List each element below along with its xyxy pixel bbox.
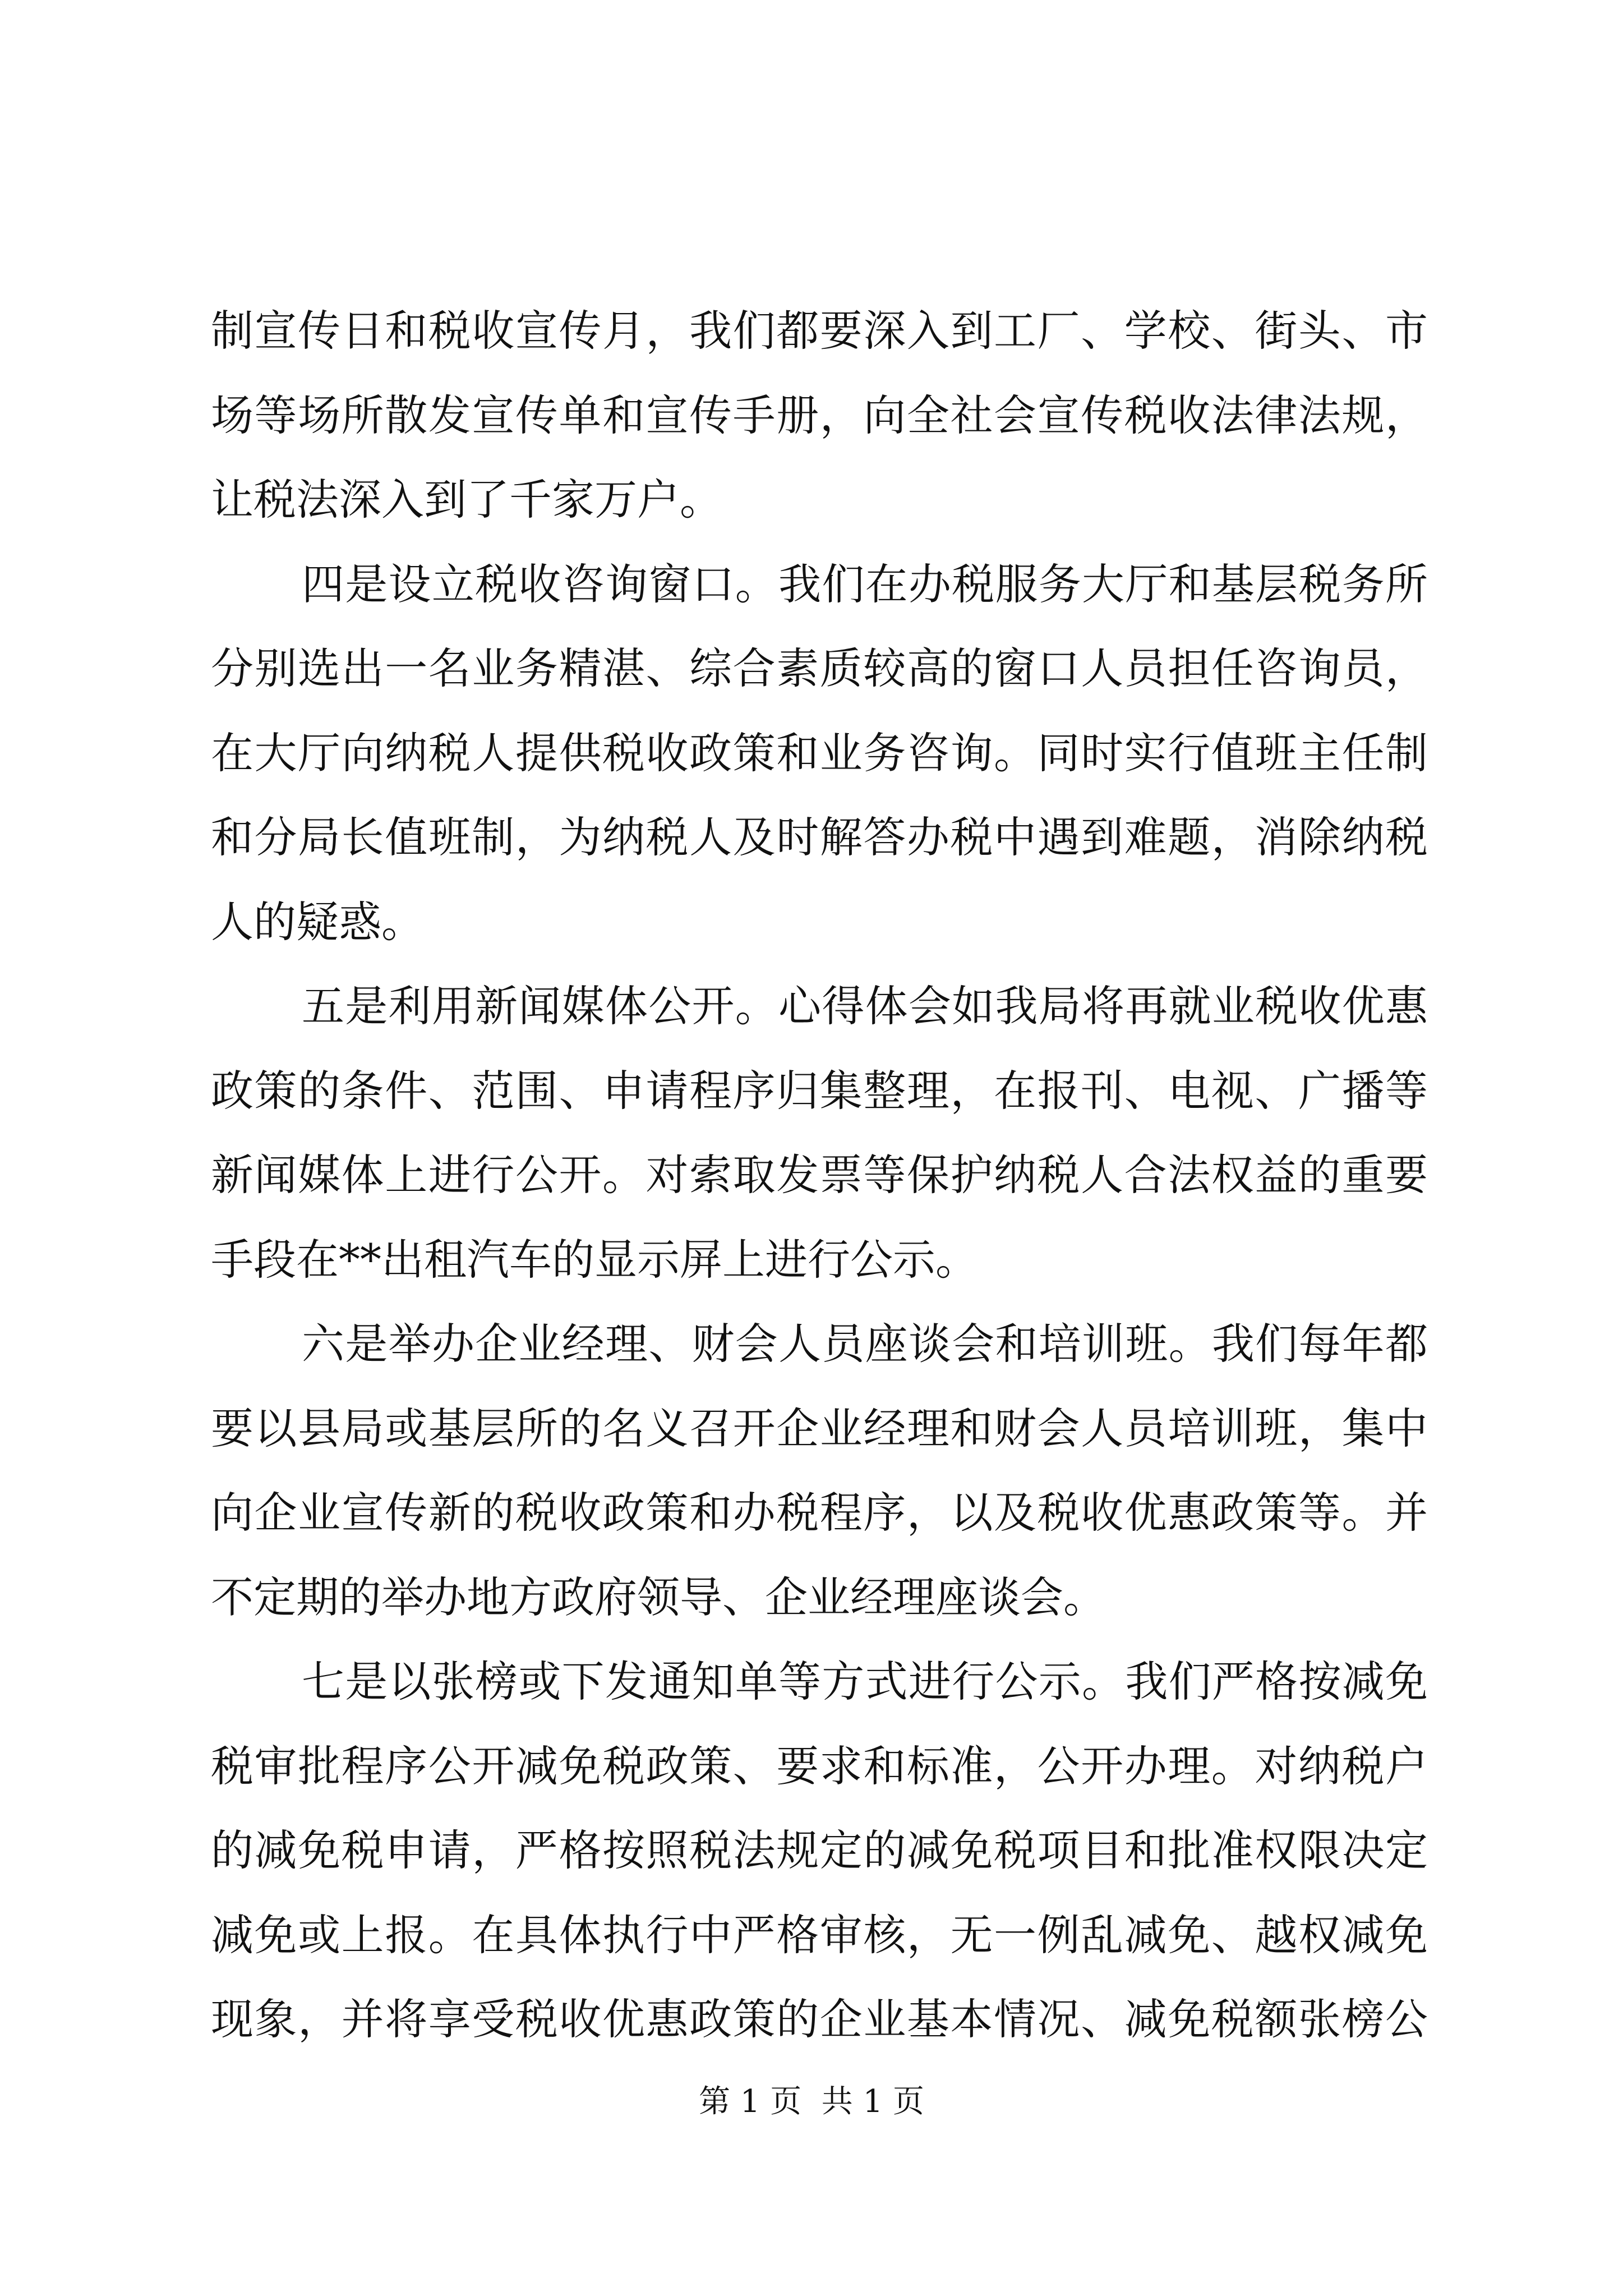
paragraph-2 xyxy=(211,542,1428,965)
text-line: 在大厅向纳税人提供税收政策和业务咨询。同时实行值班主任制 xyxy=(211,728,1428,778)
text-line: 场等场所散发宣传单和宣传手册，向全社会宣传税收法律法规， xyxy=(211,390,1428,440)
text-line: 人的疑惑。 xyxy=(211,896,424,947)
text-line: 让税法深入到了千家万户。 xyxy=(211,475,722,524)
document-body xyxy=(211,289,1428,2062)
text-line: 手段在**出租汽车的显示屏上进行公示。 xyxy=(211,1234,978,1285)
text-line: 税审批程序公开减免税政策、要求和标准，公开办理。对纳税户 xyxy=(211,1741,1428,1791)
text-line: 减免或上报。在具体执行中严格审核，无一例乱减免、越权减免 xyxy=(211,1910,1428,1960)
paragraph-1 xyxy=(211,289,1428,542)
text-line: 的减免税申请，严格按照税法规定的减免税项目和批准权限决定 xyxy=(211,1825,1428,1875)
paragraph-4 xyxy=(211,1302,1428,1640)
text-line: 现象，并将享受税收优惠政策的企业基本情况、减免税额张榜公 xyxy=(211,1994,1428,2044)
text-line: 分别选出一名业务精湛、综合素质较高的窗口人员担任咨询员， xyxy=(211,643,1428,693)
page-number-footer: 第 1 页 共 1 页 xyxy=(698,2083,925,2120)
text-line: 和分局长值班制，为纳税人及时解答办税中遇到难题，消除纳税 xyxy=(211,812,1428,862)
paragraph-3 xyxy=(211,964,1428,1302)
text-line: 制宣传日和税收宣传月，我们都要深入到工厂、学校、街头、市 xyxy=(211,306,1428,356)
text-line: 向企业宣传新的税收政策和办税程序，以及税收优惠政策等。并 xyxy=(211,1488,1428,1538)
text-line: 不定期的举办地方政府领导、企业经理座谈会。 xyxy=(211,1572,1106,1622)
text-line: 政策的条件、范围、申请程序归集整理，在报刊、电视、广播等 xyxy=(211,1065,1428,1116)
text-line: 新闻媒体上进行公开。对索取发票等保护纳税人合法权益的重要 xyxy=(211,1150,1428,1200)
text-line: 四是设立税收咨询窗口。我们在办税服务大厅和基层税务所 xyxy=(302,559,1428,609)
paragraph-5 xyxy=(211,1640,1428,2062)
text-line: 七是以张榜或下发通知单等方式进行公示。我们严格按减免 xyxy=(302,1657,1428,1706)
text-line: 六是举办企业经理、财会人员座谈会和培训班。我们每年都 xyxy=(302,1319,1428,1369)
text-line: 要以县局或基层所的名义召开企业经理和财会人员培训班，集中 xyxy=(211,1403,1428,1453)
text-line: 五是利用新闻媒体公开。心得体会如我局将再就业税收优惠 xyxy=(302,981,1428,1031)
